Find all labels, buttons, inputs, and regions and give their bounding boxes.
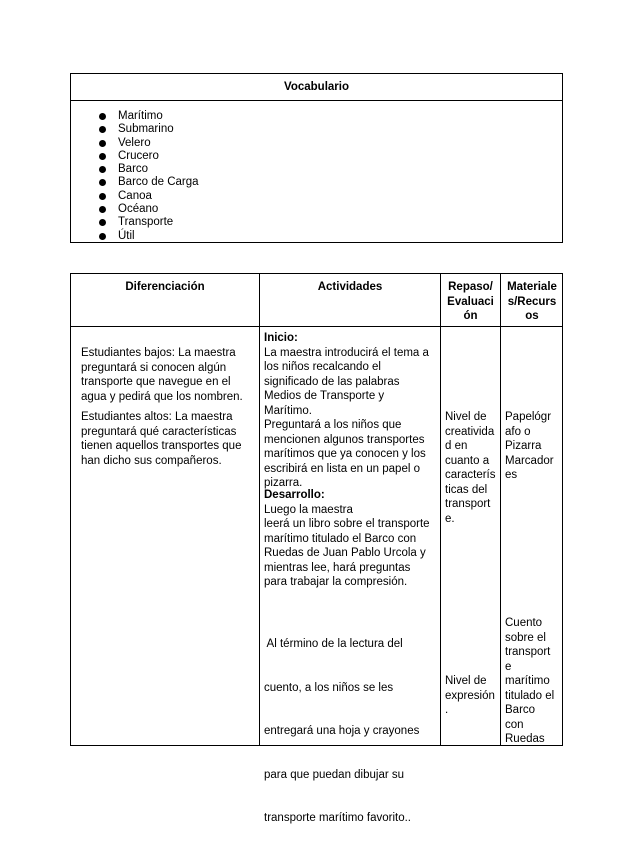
repaso-creatividad: Nivel de creativida d en cuanto a caracterís ticas del transport e. (445, 411, 496, 525)
diferenciacion-bajos: Estudiantes bajos: La maestra preguntará si conocen algún transporte que navegue en el agua y pedirá que los nombren. (81, 347, 243, 403)
bullet-icon (99, 233, 106, 240)
header-repaso: Repaso/ Evaluaci ón (447, 281, 494, 322)
vocabulary-list (99, 110, 199, 243)
bullet-icon (99, 166, 106, 173)
vocabulary-item: Barco de Carga (99, 176, 199, 189)
vocabulary-item: Océano (99, 203, 199, 216)
vocabulary-item: Canoa (99, 190, 199, 203)
lesson-table (70, 273, 563, 824)
column-divider (440, 274, 441, 745)
vocabulary-item: Barco (99, 163, 199, 176)
vocabulary-table (70, 73, 563, 243)
vocabulary-item: Crucero (99, 150, 199, 163)
bullet-icon (99, 206, 106, 213)
bullet-icon (99, 113, 106, 120)
vocabulary-item: Submarino (99, 123, 199, 136)
repaso-expresion: Nivel de expresión . (445, 675, 495, 716)
actividades-cierre: Al término de la lectura del cuento, a los niños se les entregará una hoja y crayones para que puedan dibujar su transporte marítimo favorito.. (264, 638, 420, 824)
header-divider (71, 326, 562, 327)
bullet-icon (99, 179, 106, 186)
materiales-cuento: Cuento sobre el transport e marítimo titulado el Barco con Ruedas (505, 617, 555, 745)
inicio-title: Inicio: (264, 332, 298, 344)
desarrollo-title: Desarrollo: (264, 489, 325, 501)
actividades-inicio: Inicio: La maestra introducirá el tema a los niños recalcando el significado de las palabras Medios de Transporte y Marítimo. Preguntará a los niños que mencionen algunos transportes marítimos que ya conocen y los escribirá en lista en un papel o pizarra. (264, 332, 429, 489)
bullet-icon (99, 153, 106, 160)
header-materiales: Materiale s/Recurs os (507, 281, 557, 322)
header-diferenciacion: Diferenciación (125, 281, 205, 293)
bullet-icon (99, 219, 106, 226)
vocabulary-item: Útil (99, 230, 199, 243)
vocabulary-header: Vocabulario (71, 74, 562, 101)
materiales-pizarra: Papelógr afo o Pizarra Marcador es (505, 411, 554, 481)
bullet-icon (99, 193, 106, 200)
actividades-desarrollo: Desarrollo: Luego la maestra leerá un libro sobre el transporte marítimo titulado el Barco con Ruedas de Juan Pablo Urcola y mientras lee, hará preguntas para trabajar la compresión. (264, 489, 430, 588)
column-divider (259, 274, 260, 745)
diferenciacion-altos: Estudiantes altos: La maestra preguntará qué características tienen aquellos transportes que han dicho sus compañeros. (81, 411, 242, 467)
vocabulary-item: Marítimo (99, 110, 199, 123)
bullet-icon (99, 126, 106, 133)
bullet-icon (99, 140, 106, 147)
column-divider (500, 274, 501, 745)
header-actividades: Actividades (317, 281, 383, 293)
vocabulary-item: Velero (99, 137, 199, 150)
vocabulary-item: Transporte (99, 216, 199, 229)
